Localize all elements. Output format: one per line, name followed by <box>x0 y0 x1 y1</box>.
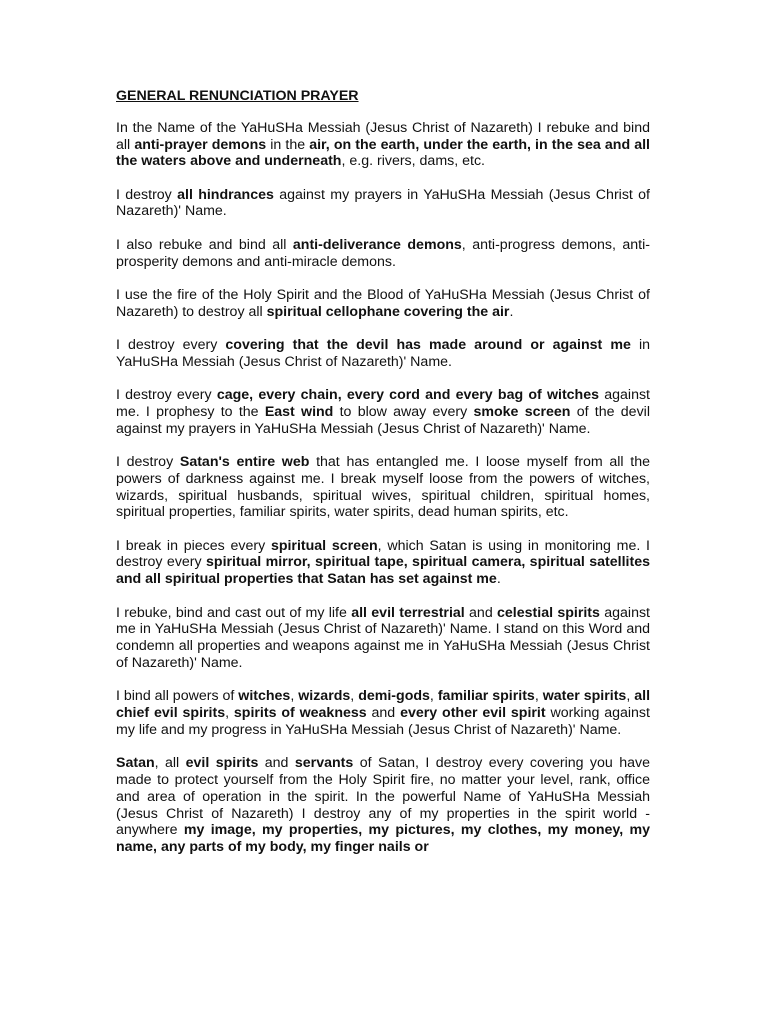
bold-text: anti-prayer demons <box>134 136 267 153</box>
bold-text: witches <box>238 688 291 705</box>
bold-text: demi-gods <box>358 688 430 705</box>
text: in the <box>266 136 310 153</box>
text: I destroy every <box>116 336 226 353</box>
document-body <box>116 88 650 872</box>
text: of the devil against my prayers in YaHuSHa Messiah (Jesus Christ of Nazareth)' Name. <box>116 403 650 437</box>
text: I destroy <box>116 186 178 203</box>
text: , <box>290 688 299 705</box>
paragraph <box>116 287 650 321</box>
bold-text: smoke screen <box>473 403 571 420</box>
paragraph <box>116 538 650 588</box>
text: , <box>225 705 234 722</box>
text: of Satan, I destroy every covering you have made to protect yourself from the Holy Spirit fire, no matter your level, rank, office and area of operation in the spirit. In the powerful Name of YaHuSHa Messiah (Jesus Christ of Nazareth) I destroy any of my properties in the spirit world - anywhere <box>116 755 651 839</box>
paragraph <box>116 120 650 170</box>
text: and <box>258 755 295 772</box>
bold-text: wizards <box>298 688 351 705</box>
text: I destroy every <box>116 387 217 404</box>
bold-text: servants <box>294 755 354 772</box>
bold-text: spiritual cellophane covering the air <box>266 303 510 320</box>
text: working against my life and my progress in YaHuSHa Messiah (Jesus Christ of Nazareth)' Name. <box>116 705 650 738</box>
text: against my prayers in YaHuSHa Messiah (Jesus Christ of Nazareth)' Name. <box>116 186 651 220</box>
bold-text: air, on the earth, under the earth, in the sea and all the waters above and underneath <box>116 136 650 170</box>
text: that has entangled me. I loose myself from all the powers of darkness against me. I break myself loose from the powers of witches, wizards, spiritual husbands, spiritual wives, spiritual children, spiritual homes, spiritual properties, familiar spirits, water spirits, dead human spirits, etc. <box>116 453 650 521</box>
text: in YaHuSHa Messiah (Jesus Christ of Nazareth)' Name. <box>116 336 650 370</box>
bold-text: Satan's entire web <box>179 453 310 470</box>
text: , which Satan is using in monitoring me. I destroy every <box>116 537 650 571</box>
bold-text: water spirits <box>542 688 627 705</box>
document-title: GENERAL RENUNCIATION PRAYER <box>116 88 359 104</box>
text: , anti-progress demons, anti-prosperity demons and anti-miracle demons. <box>116 236 650 270</box>
text: , all <box>154 755 186 772</box>
text: , <box>350 688 359 705</box>
text: I use the fire of the Holy Spirit and the Blood of YaHuSHa Messiah (Jesus Christ of Nazareth) to destroy all <box>116 286 650 320</box>
bold-text: spiritual mirror, spiritual tape, spiritual camera, spiritual satellites and all spiritual properties that Satan has set against me <box>116 554 650 588</box>
text: , <box>534 688 543 705</box>
bold-text: all chief evil spirits <box>116 688 651 722</box>
text: and <box>464 604 498 621</box>
text: against me in YaHuSHa Messiah (Jesus Christ of Nazareth)' Name. I stand on this Word and condemn all properties and weapons against me in YaHuSHa Messiah (Jesus Christ of Nazareth)' Name. <box>116 604 650 671</box>
bold-text: familiar spirits <box>437 688 535 705</box>
text: I also rebuke and bind all <box>116 236 293 253</box>
paragraph <box>116 755 650 856</box>
bold-text: all hindrances <box>177 186 274 203</box>
text: to blow away every <box>333 403 474 420</box>
paragraph <box>116 337 650 371</box>
bold-text: every other evil spirit <box>400 705 546 722</box>
paragraph <box>116 387 650 437</box>
bold-text: covering that the devil has made around or against me <box>225 336 631 353</box>
paragraph <box>116 605 650 672</box>
text: against me. I prophesy to the <box>116 387 650 420</box>
text: I bind all powers of <box>116 688 239 705</box>
paragraph <box>116 237 650 271</box>
text: In the Name of the YaHuSHa Messiah (Jesus Christ of Nazareth) I rebuke and bind all <box>116 119 650 153</box>
bold-text: spirits of weakness <box>233 705 367 722</box>
text: and <box>366 705 401 722</box>
text: I break in pieces every <box>116 537 271 554</box>
bold-text: evil spirits <box>185 755 259 772</box>
text: . <box>496 571 501 588</box>
bold-text: Satan <box>116 755 155 772</box>
paragraph <box>116 187 650 221</box>
text: , <box>626 688 635 705</box>
bold-text: my image, my properties, my pictures, my clothes, my money, my name, any parts of my body, my finger nails or <box>116 822 651 856</box>
text: I destroy <box>116 453 180 470</box>
bold-text: spiritual screen <box>270 537 378 554</box>
text: . <box>509 303 514 320</box>
text: , <box>429 688 438 705</box>
paragraph <box>116 688 650 738</box>
bold-text: all evil terrestrial <box>351 604 465 621</box>
bold-text: cage, every chain, every cord and every bag of witches <box>216 387 600 404</box>
text: I rebuke, bind and cast out of my life <box>116 604 352 621</box>
bold-text: celestial spirits <box>497 604 600 621</box>
bold-text: East wind <box>264 403 334 420</box>
text: , e.g. rivers, dams, etc. <box>341 153 485 170</box>
paragraph <box>116 454 650 521</box>
paragraph-list <box>116 120 650 856</box>
bold-text: anti-deliverance demons <box>292 236 462 253</box>
